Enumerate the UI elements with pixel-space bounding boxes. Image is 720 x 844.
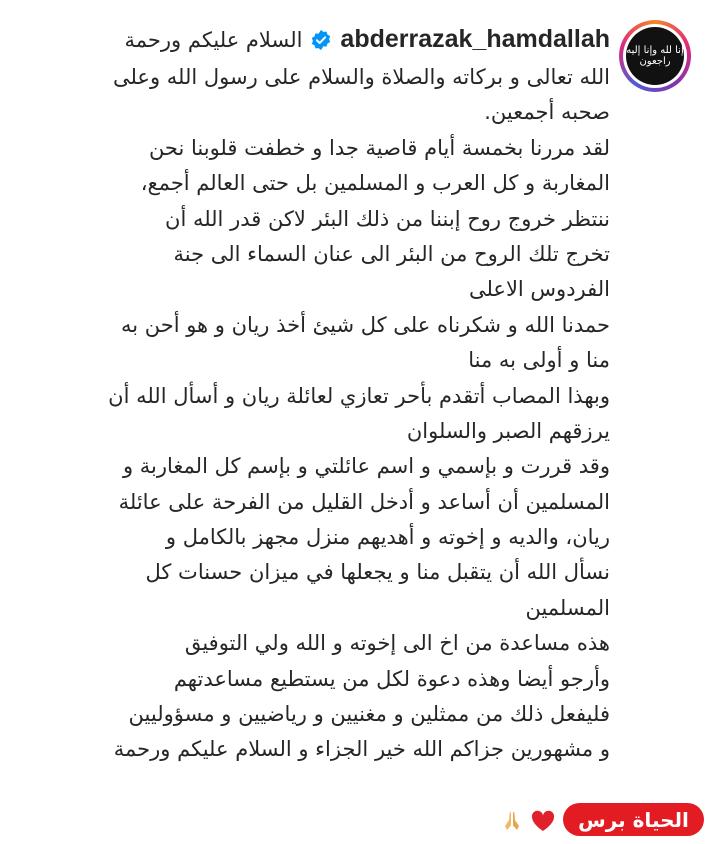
avatar-text: إنا لله وإنا إليه راجعون	[626, 27, 684, 85]
folded-hands-icon	[500, 807, 530, 831]
post-caption	[10, 60, 610, 768]
brand-badge: الحياة برس	[563, 803, 704, 836]
caption-line: الفردوس الاعلى	[468, 277, 610, 302]
caption-line: ريان، والديه و إخوته و أهديهم منزل مجهز بالكامل و	[165, 525, 610, 550]
caption-line: حمدنا الله و شكرناه على كل شيئ أخذ ريان و هو أحن به	[120, 312, 610, 337]
caption-line: وبهذا المصاب أتقدم بأحر تعازي لعائلة ريان و أسأل الله أن	[108, 383, 610, 408]
caption-line: ننتظر خروج روح إبننا من ذلك البئر لاكن قدر الله أن	[165, 206, 610, 231]
caption-line: المسلمين أن أساعد و أدخل القليل من الفرحة على عائلة	[118, 489, 610, 514]
caption-line: وقد قررت و بإسمي و اسم عائلتي و بإسم كل المغاربة و	[122, 454, 610, 479]
caption-line: المسلمين	[525, 595, 610, 620]
caption-line: و مشهورين جزاكم الله خير الجزاء و السلام عليكم ورحمة	[113, 737, 610, 762]
emoji-group	[500, 806, 556, 833]
caption-line: لقد مررنا بخمسة أيام قاصية جدا و خطفت قلوبنا نحن	[148, 135, 610, 160]
post-header	[125, 25, 610, 54]
caption-line: يرزقهم الصبر والسلوان	[406, 418, 610, 443]
caption-line: هذه مساعدة من اخ الى إخوته و الله ولي التوفيق	[184, 631, 610, 656]
caption-line: تخرج تلك الروح من البئر الى عنان السماء الى جنة	[173, 241, 610, 266]
caption-line: نسأل الله أن يتقبل منا و يجعلها في ميزان حسنات كل	[145, 560, 610, 585]
verified-badge-icon	[310, 29, 332, 51]
caption-line: وأرجو أيضا وهذه دعوة لكل من يستطيع مساعدتهم	[173, 666, 610, 691]
username[interactable]: abderrazak_hamdallah	[340, 25, 610, 53]
greeting-text: السلام عليكم ورحمة	[124, 27, 303, 52]
caption-line: صحبه أجمعين.	[484, 100, 610, 125]
avatar[interactable]	[623, 24, 687, 88]
caption-line: فليفعل ذلك من ممثلين و مغنيين و رياضيين و مسؤوليين	[128, 702, 610, 727]
caption-line: المغاربة و كل العرب و المسلمين بل حتى العالم أجمع،	[140, 171, 610, 196]
caption-line: منا و أولى به منا	[468, 348, 610, 373]
avatar-ring[interactable]	[619, 20, 691, 92]
caption-line: الله تعالى و بركاته والصلاة والسلام على رسول الله وعلى	[112, 65, 610, 89]
heart-icon	[530, 807, 556, 831]
